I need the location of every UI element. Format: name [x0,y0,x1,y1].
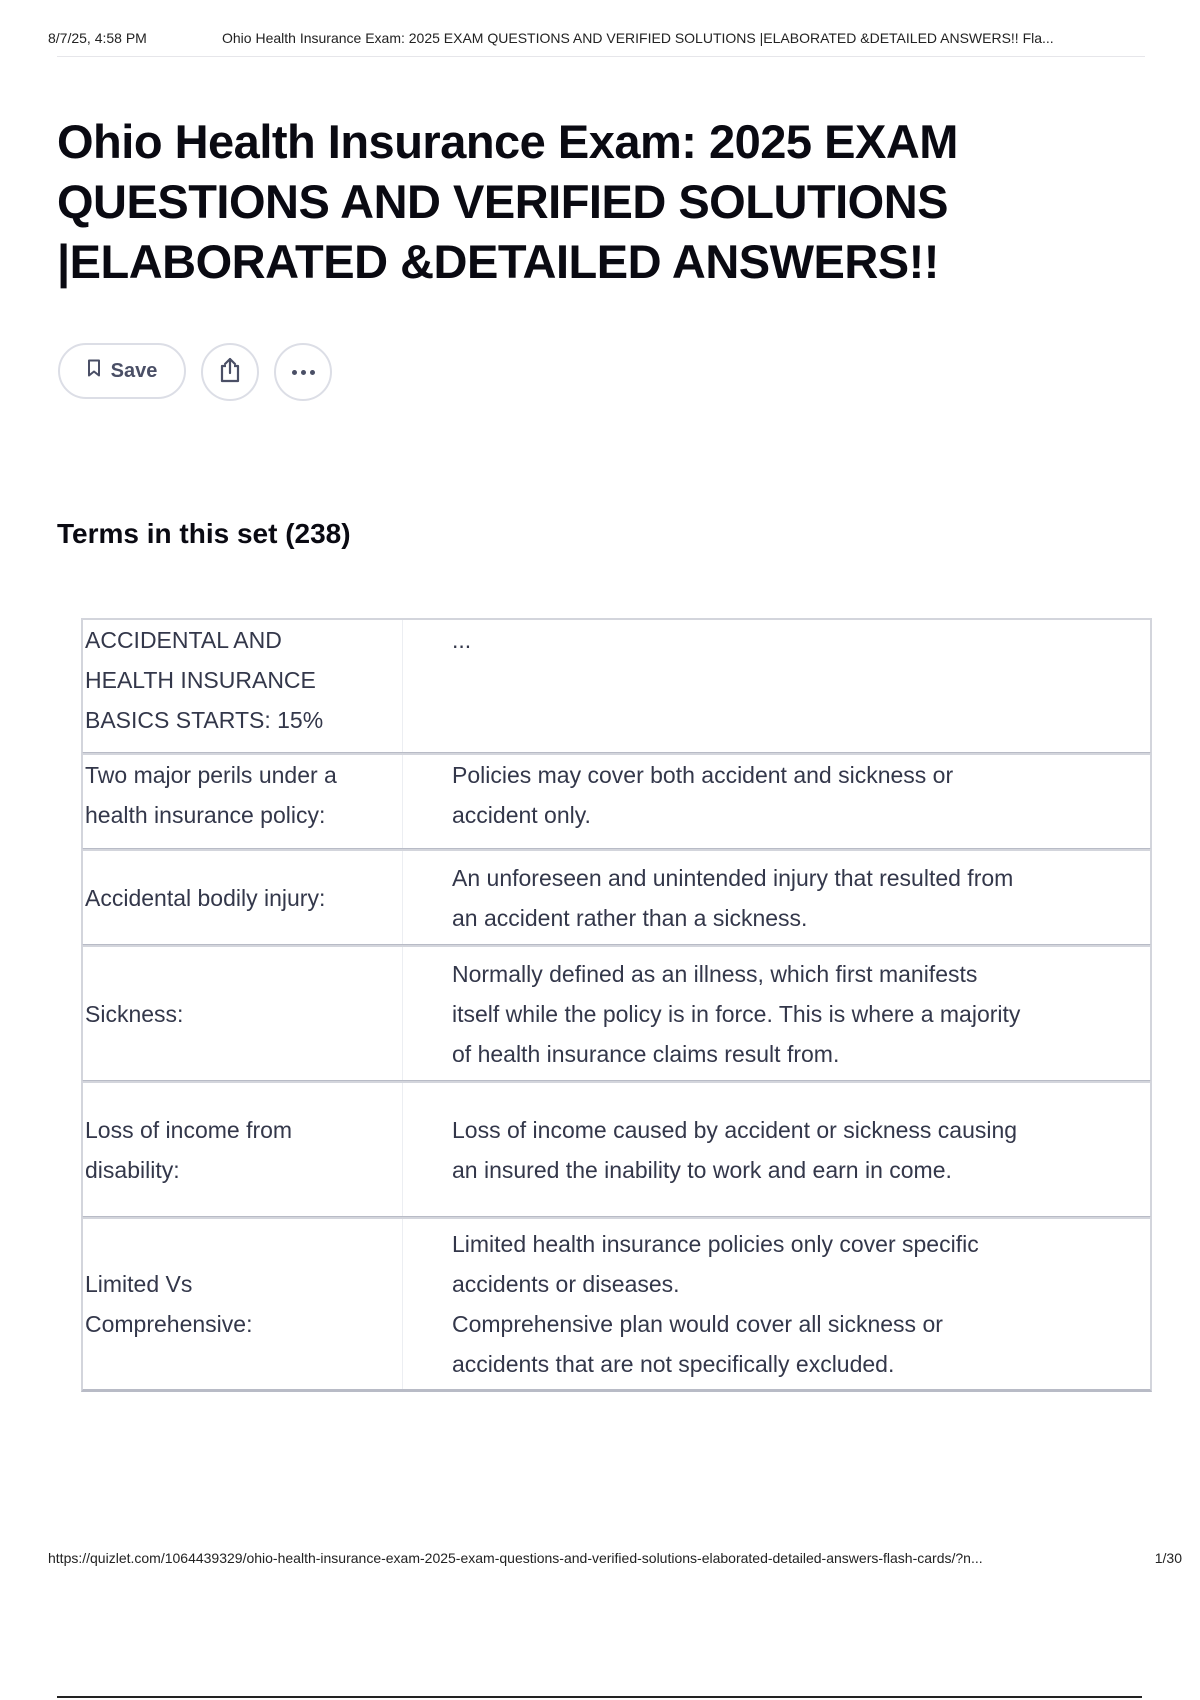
save-button[interactable] [58,343,186,399]
term-word: Sickness: [83,947,403,1080]
terms-heading: Terms in this set (238) [57,518,351,549]
term-row [81,618,1152,755]
term-row [81,1217,1152,1392]
print-footer [48,1550,1182,1570]
term-definition: ... [452,627,472,653]
bookmark-icon [87,359,101,383]
share-icon [218,357,242,388]
term-definition: Policies may cover both accident and sickness or accident only. [452,762,954,828]
header-divider [57,56,1145,57]
terms-list [81,620,1152,1392]
term-definition: An unforeseen and unintended injury that resulted from an accident rather than a sickness. [452,864,1014,931]
save-button-label: Save [110,359,158,382]
term-row [81,849,1152,947]
print-url: https://quizlet.com/1064439329/ohio-health-insurance-exam-2025-exam-questions-and-verified-solutions-elaborated-detailed-answers-flash-cards/?n... [48,1550,983,1566]
term-row [81,945,1152,1083]
bottom-divider [57,1696,1142,1698]
term-definition-line: Limited health insurance policies only cover specific accidents or diseases. [452,1231,979,1297]
print-document-title: Ohio Health Insurance Exam: 2025 EXAM QUESTIONS AND VERIFIED SOLUTIONS |ELABORATED &DETAILED ANSWERS!! Fla... [222,30,1054,46]
term-word: Two major perils under a health insurance policy: [83,755,403,848]
term-definition [403,1219,1150,1389]
term-word: ACCIDENTAL AND HEALTH INSURANCE BASICS STARTS: 15% [83,620,403,752]
term-definition: Loss of income caused by accident or sickness causing an insured the inability to work and earn in come. [452,1116,1018,1183]
page-title: Ohio Health Insurance Exam: 2025 EXAM QUESTIONS AND VERIFIED SOLUTIONS |ELABORATED &DETAILED ANSWERS!! [57,115,958,288]
page-indicator: 1/30 [1154,1550,1182,1566]
term-row [81,753,1152,851]
more-icon [290,370,317,375]
share-button[interactable] [201,343,259,401]
term-word: Accidental bodily injury: [83,851,403,944]
more-options-button[interactable] [274,343,332,401]
print-header [48,30,1178,50]
term-row [81,1081,1152,1219]
term-word: Loss of income from disability: [83,1083,403,1216]
term-word: Limited Vs Comprehensive: [83,1219,403,1389]
term-definition-line: Comprehensive plan would cover all sickness or accidents that are not specifically excluded. [452,1311,943,1377]
print-datetime: 8/7/25, 4:58 PM [48,30,147,46]
term-definition: Normally defined as an illness, which first manifests itself while the policy is in force. This is where a majority of health insurance claims result from. [452,960,1021,1067]
